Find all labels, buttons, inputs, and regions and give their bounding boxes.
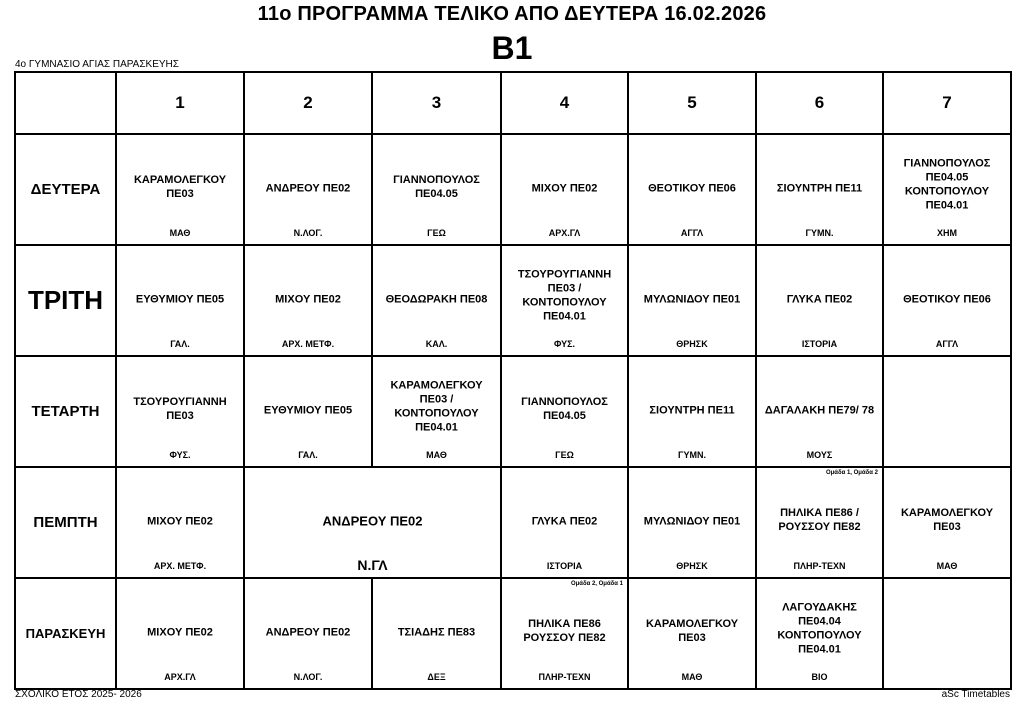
lesson-cell-double	[244, 467, 501, 578]
lesson-cell	[116, 467, 244, 578]
lesson-cell	[628, 245, 756, 356]
timetable-title: 11ο ΠΡΟΓΡΑΜΜΑ ΤΕΛΙΚΟ ΑΠΟ ΔΕΥΤΕΡΑ 16.02.2026	[257, 3, 767, 25]
lesson-cell	[244, 134, 372, 245]
lesson-cell	[756, 578, 883, 689]
day-row	[15, 245, 1011, 356]
subject-name: ΦΥΣ.	[553, 339, 576, 349]
teacher-name: ΓΙΑΝΝΟΠΟΥΛΟΣ ΠΕ04.05 ΚΟΝΤΟΠΟΥΛΟΥ ΠΕ04.01	[903, 156, 991, 211]
teacher-name: ΣΙΟΥΝΤΡΗ ΠΕ11	[776, 182, 863, 195]
day-label: ΠΑΡΑΣΚΕΥΗ	[15, 578, 116, 689]
lesson-cell	[628, 467, 756, 578]
subject-name: ΑΓΓΛ	[935, 339, 959, 349]
lesson-cell	[883, 467, 1011, 578]
teacher-name: ΤΣΙΑΔΗΣ ΠΕ83	[397, 626, 476, 639]
subject-name: ΜΟΥΣ	[806, 450, 833, 460]
subject-name: ΘΡΗΣΚ	[676, 339, 708, 349]
day-row	[15, 356, 1011, 467]
subject-name: ΜΑΘ	[426, 450, 447, 460]
teacher-name: ΚΑΡΑΜΟΛΕΓΚΟΥ ΠΕ03 / ΚΟΝΤΟΠΟΥΛΟΥ ΠΕ04.01	[390, 378, 483, 433]
period-header: 1	[116, 72, 244, 134]
period-header: 5	[628, 72, 756, 134]
lesson-cell	[756, 467, 883, 578]
subject-name: ΜΑΘ	[681, 672, 703, 682]
day-label: ΤΡΙΤΗ	[15, 245, 116, 356]
teacher-name: ΘΕΟΤΙΚΟΥ ΠΕ06	[903, 293, 991, 306]
subject-name: ΑΡΧ. ΜΕΤΦ.	[281, 339, 335, 349]
timetable-grid	[14, 71, 1012, 690]
corner-cell	[15, 72, 116, 134]
teacher-name: ΚΑΡΑΜΟΛΕΓΚΟΥ ΠΕ03	[645, 617, 739, 644]
class-name: Β1	[491, 30, 533, 66]
generator-credit: aSc Timetables	[941, 689, 1010, 700]
lesson-cell	[244, 245, 372, 356]
lesson-cell	[244, 356, 372, 467]
teacher-name: ΜΙΧΟΥ ΠΕ02	[147, 626, 213, 639]
teacher-name: ΣΙΟΥΝΤΡΗ ΠΕ11	[649, 404, 735, 417]
teacher-name: ΔΑΓΑΛΑΚΗ ΠΕ79/ 78	[764, 404, 875, 417]
teacher-name: ΕΥΘΥΜΙΟΥ ΠΕ05	[135, 293, 225, 306]
teacher-name: ΘΕΟΤΙΚΟΥ ΠΕ06	[648, 182, 736, 195]
subject-name: ΠΛΗΡ-ΤΕΧΝ	[793, 561, 846, 571]
subject-name: ΓΕΩ	[427, 228, 446, 238]
teacher-name: ΓΙΑΝΝΟΠΟΥΛΟΣ ΠΕ04.05	[393, 173, 480, 200]
lesson-cell	[501, 134, 628, 245]
teacher-name: ΑΝΔΡΕΟΥ ΠΕ02	[265, 182, 351, 195]
group-label: Ομάδα 1, Ομάδα 2	[825, 470, 878, 476]
subject-name: ΚΑΛ.	[425, 339, 448, 349]
teacher-name: ΜΥΛΩΝΙΔΟΥ ΠΕ01	[643, 293, 741, 306]
day-row	[15, 578, 1011, 689]
subject-name: Ν.ΛΟΓ.	[293, 672, 323, 682]
lesson-cell	[756, 245, 883, 356]
subject-name: ΓΑΛ.	[170, 339, 190, 349]
subject-name: ΑΡΧ. ΜΕΤΦ.	[153, 561, 207, 571]
teacher-name: ΑΝΔΡΕΟΥ ΠΕ02	[265, 626, 351, 639]
teacher-name: ΜΙΧΟΥ ΠΕ02	[531, 182, 598, 195]
subject-name: ΒΙΟ	[811, 672, 828, 682]
lesson-cell	[501, 356, 628, 467]
subject-name: ΑΓΓΛ	[680, 228, 704, 238]
lesson-cell	[116, 245, 244, 356]
day-row	[15, 467, 1011, 578]
period-header: 2	[244, 72, 372, 134]
teacher-name: ΤΣΟΥΡΟΥΓΙΑΝΝΗ ΠΕ03	[133, 395, 227, 422]
day-row	[15, 134, 1011, 245]
day-label: ΤΕΤΑΡΤΗ	[15, 356, 116, 467]
lesson-cell	[116, 578, 244, 689]
lesson-cell	[501, 467, 628, 578]
lesson-cell	[628, 134, 756, 245]
period-header: 3	[372, 72, 501, 134]
subject-name: ΓΕΩ	[555, 450, 574, 460]
subject-name: Ν.ΓΛ	[357, 557, 388, 573]
empty-cell	[883, 578, 1011, 689]
teacher-name: ΘΕΟΔΩΡΑΚΗ ΠΕ08	[385, 293, 488, 306]
lesson-cell	[756, 356, 883, 467]
teacher-name: ΤΣΟΥΡΟΥΓΙΑΝΝΗ ΠΕ03 / ΚΟΝΤΟΠΟΥΛΟΥ ΠΕ04.01	[517, 267, 612, 322]
subject-name: ΙΣΤΟΡΙΑ	[546, 561, 583, 571]
empty-cell	[883, 356, 1011, 467]
lesson-cell	[244, 578, 372, 689]
subject-name: ΔΕΞ	[427, 672, 446, 682]
lesson-cell	[628, 356, 756, 467]
period-header: 7	[883, 72, 1011, 134]
lesson-cell	[372, 134, 501, 245]
teacher-name: ΓΙΑΝΝΟΠΟΥΛΟΣ ΠΕ04.05	[521, 395, 608, 422]
lesson-cell	[883, 134, 1011, 245]
lesson-cell	[756, 134, 883, 245]
lesson-cell	[501, 578, 628, 689]
period-header: 6	[756, 72, 883, 134]
lesson-cell	[883, 245, 1011, 356]
lesson-cell	[501, 245, 628, 356]
subject-name: ΓΥΜΝ.	[678, 450, 706, 460]
subject-name: ΠΛΗΡ-ΤΕΧΝ	[538, 672, 591, 682]
teacher-name: ΜΥΛΩΝΙΔΟΥ ΠΕ01	[643, 515, 741, 528]
subject-name: ΜΑΘ	[169, 228, 191, 238]
teacher-name: ΚΑΡΑΜΟΛΕΓΚΟΥ ΠΕ03	[900, 506, 994, 533]
teacher-name: ΠΗΛΙΚΑ ΠΕ86 / ΡΟΥΣΣΟΥ ΠΕ82	[778, 506, 861, 533]
teacher-name: ΜΙΧΟΥ ΠΕ02	[147, 515, 213, 528]
lesson-cell	[116, 134, 244, 245]
lesson-cell	[628, 578, 756, 689]
lesson-cell	[372, 356, 501, 467]
day-label: ΠΕΜΠΤΗ	[15, 467, 116, 578]
subject-name: ΜΑΘ	[936, 561, 958, 571]
teacher-name: ΛΑΓΟΥΔΑΚΗΣ ΠΕ04.04 ΚΟΝΤΟΠΟΥΛΟΥ ΠΕ04.01	[777, 600, 862, 655]
subject-name: ΧΗΜ	[937, 228, 957, 238]
group-label: Ομάδα 2, Ομάδα 1	[570, 581, 623, 587]
teacher-name: ΓΛΥΚΑ ΠΕ02	[786, 293, 853, 306]
school-year: ΣΧΟΛΙΚΟ ΕΤΟΣ 2025- 2026	[15, 689, 142, 700]
teacher-name: ΕΥΘΥΜΙΟΥ ΠΕ05	[263, 404, 353, 417]
teacher-name: ΓΛΥΚΑ ΠΕ02	[531, 515, 598, 528]
school-name: 4ο ΓΥΜΝΑΣΙΟ ΑΓΙΑΣ ΠΑΡΑΣΚΕΥΗΣ	[15, 59, 179, 70]
subject-name: Ν.ΛΟΓ.	[293, 228, 323, 238]
period-header: 4	[501, 72, 628, 134]
teacher-name: ΜΙΧΟΥ ΠΕ02	[275, 293, 341, 306]
subject-name: ΑΡΧ.ΓΛ	[548, 228, 581, 238]
teacher-name: ΚΑΡΑΜΟΛΕΓΚΟΥ ΠΕ03	[133, 173, 227, 200]
day-label: ΔΕΥΤΕΡΑ	[15, 134, 116, 245]
subject-name: ΓΥΜΝ.	[805, 228, 834, 238]
lesson-cell	[372, 245, 501, 356]
subject-name: ΑΡΧ.ΓΛ	[164, 672, 196, 682]
lesson-cell	[116, 356, 244, 467]
subject-name: ΓΑΛ.	[298, 450, 318, 460]
teacher-name: ΑΝΔΡΕΟΥ ΠΕ02	[322, 513, 423, 529]
lesson-cell	[372, 578, 501, 689]
subject-name: ΦΥΣ.	[169, 450, 191, 460]
teacher-name: ΠΗΛΙΚΑ ΠΕ86 ΡΟΥΣΣΟΥ ΠΕ82	[523, 617, 606, 644]
subject-name: ΘΡΗΣΚ	[676, 561, 708, 571]
subject-name: ΙΣΤΟΡΙΑ	[801, 339, 838, 349]
